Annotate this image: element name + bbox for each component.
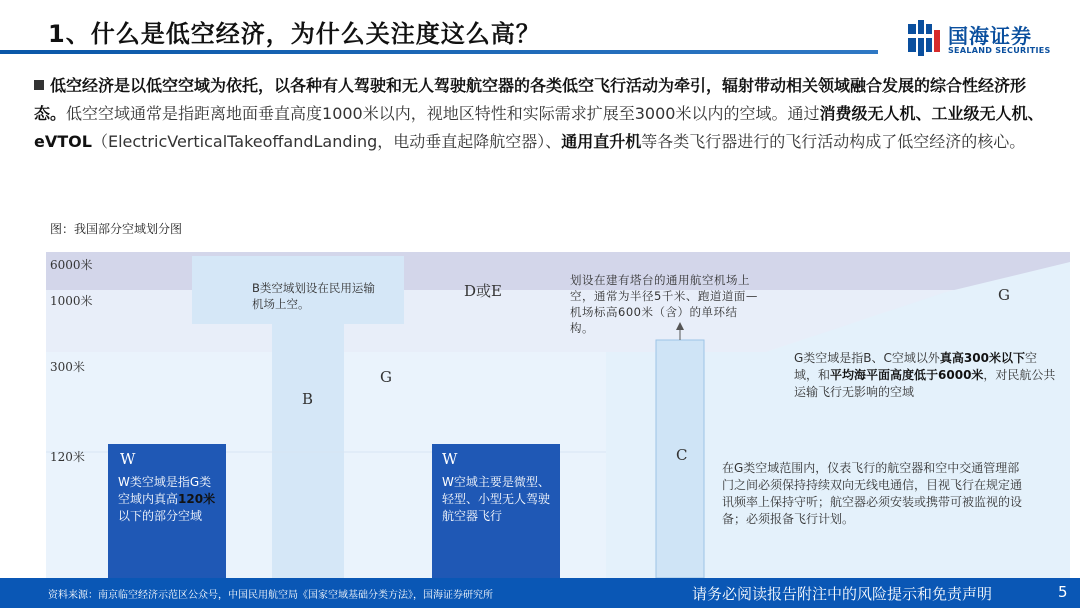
w1-post: 以下的部分空域 bbox=[118, 509, 203, 523]
definition-text: 低空空域通常是指距离地面垂直高度1000米以内，视地区特性和实际需求扩展至3000米以内的空域。通过 bbox=[66, 104, 820, 123]
c-zone-letter: C bbox=[676, 446, 688, 464]
g-zone-rules: 在G类空域范围内，仪表飞行的航空器和空中交通管理部门之间必须保持持续双向无线电通信，目视飞行在规定通讯频率上保持守听；航空器必须安装或携带可被监视的设备；必须报备飞行计划。 bbox=[722, 461, 1023, 526]
w-zone-note-1 bbox=[118, 474, 218, 525]
w-zone-box-1 bbox=[108, 444, 226, 578]
sealand-logo-icon bbox=[908, 20, 940, 56]
w-zone-note-2: W空域主要是微型、轻型、小型无人驾驶航空器飞行 bbox=[442, 475, 551, 523]
page-title: 1、什么是低空经济，为什么关注度这么高？ bbox=[48, 20, 541, 48]
b-zone-note: B类空域划设在民用运输机场上空。 bbox=[252, 281, 375, 311]
g-def-bold-6000: 平均海平面高度低于6000米 bbox=[830, 368, 984, 382]
b-zone-letter: B bbox=[302, 390, 314, 408]
core-statement: 等各类飞行器进行的飞行活动构成了低空经济的核心。 bbox=[641, 132, 1026, 151]
footer-source: 资料来源：南京临空经济示范区公众号，中国民用航空局《国家空域基础分类方法》，国海证券研究所 bbox=[48, 590, 493, 601]
w-zone-letter-2: W bbox=[442, 450, 458, 468]
footer-disclaimer: 请务必阅读报告附注中的风险提示和免责声明 bbox=[692, 585, 993, 603]
w-zone-letter-1: W bbox=[120, 450, 136, 468]
w-zone-box-2 bbox=[432, 444, 560, 578]
airspace-diagram bbox=[46, 252, 1070, 578]
g-def-pre: G类空域是指B、C空域以外 bbox=[794, 351, 940, 365]
g-zone-definition bbox=[794, 350, 1058, 401]
footer-bar bbox=[0, 578, 1080, 608]
d-or-e-zone-letter: D或E bbox=[464, 282, 502, 300]
helicopter-bold: 通用直升机 bbox=[561, 132, 642, 151]
intro-paragraph bbox=[34, 72, 1054, 156]
evtol-expansion: （ElectricVerticalTakeoffandLanding，电动垂直起降航空器）、 bbox=[91, 132, 562, 151]
company-logo bbox=[908, 20, 1068, 60]
logo-english-name: SEALAND SECURITIES bbox=[948, 46, 1051, 55]
definition-bold: 低空经济是以低空空域为依托，以各种有人驾驶和无人驾驶航空器的各类低空飞行活动为牵引，辐射带动相关领域融合发展的综合性经济形态。 bbox=[34, 76, 1027, 123]
logo-chinese-name: 国海证券 bbox=[948, 24, 1032, 48]
title-underline bbox=[0, 50, 878, 54]
g-def-bold-300: 真高300米以下 bbox=[939, 351, 1025, 365]
g-def-post: ，对民航公共运输飞行无影响的空域 bbox=[794, 368, 1056, 399]
altitude-120-label: 120米 bbox=[50, 450, 85, 464]
altitude-6000-label: 6000米 bbox=[50, 258, 93, 272]
w1-pre: W类空域是指G类空域内真高 bbox=[118, 475, 212, 506]
g-zone-letter-middle: G bbox=[380, 368, 392, 386]
bullet-square-icon bbox=[34, 80, 44, 90]
g-zone-letter-right: G bbox=[998, 286, 1010, 304]
c-zone-note: 划设在建有塔台的通用航空机场上空，通常为半径5千米、跑道道面—机场标高600米（含）的单环结构。 bbox=[570, 273, 758, 335]
altitude-1000-label: 1000米 bbox=[50, 294, 93, 308]
altitude-300-label: 300米 bbox=[50, 360, 85, 374]
page-number: 5 bbox=[1058, 583, 1068, 601]
g-def-mid: 空域，和 bbox=[794, 351, 1037, 382]
w1-bold-120: 120米 bbox=[178, 492, 216, 506]
aircraft-types-bold: 消费级无人机、工业级无人机、eVTOL bbox=[34, 104, 1044, 151]
figure-caption: 图：我国部分空域划分图 bbox=[50, 222, 183, 236]
